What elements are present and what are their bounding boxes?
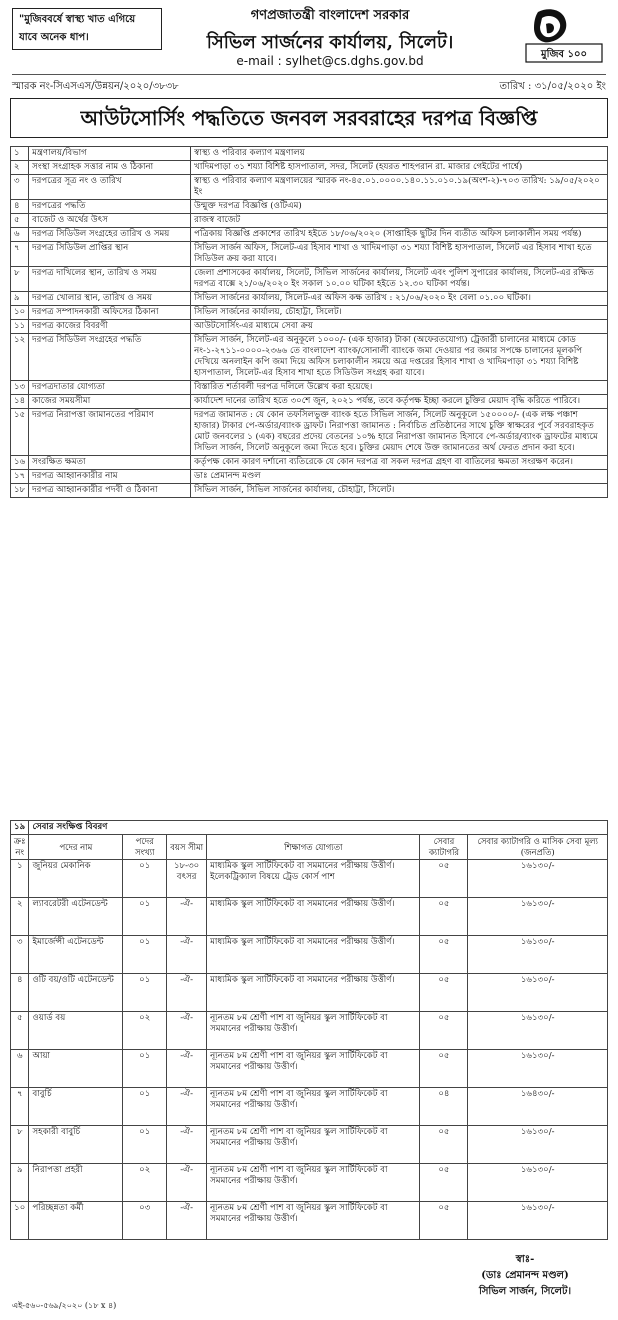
info-row-value: দরপত্র জামানত : যে কোন তফসিলভুক্ত ব্যাংক হতে সিভিল সার্জন, সিলেট অনুকূলে ১৫০০০০/- (এক লক্ষ পঞ্চাশ হাজার) টাকার পে-অর্ডার/ব্যাংক ড্রাফট। নিরাপত্তা জামানত : নির্বাচিত প্রতিষ্ঠানের সাথে চুক্তি স্বাক্ষরের পূর্বে সরবরাহকৃত মোট জনবলের ১ (এক) বছরের প্রদেয় বেতনের ১০% হারে নিরাপত্তা জামানত হিসাবে পে-অর্ডার/ব্যাংক ড্রাফটের মাধ্যমে সিভিল সার্জন, সিলেট অনুকূলে জমা দিতে হবে। চুক্তির মেয়াদ শেষে উক্ত জামানতের অর্থ ফেরত প্রদান করা হবে। (191, 409, 608, 456)
serial-cell: ১ (11, 860, 29, 898)
post-name-cell: বাবুর্চি (29, 1088, 123, 1126)
category-cell: ০৫ (420, 1164, 468, 1202)
service-header-cell: পদের নাম (29, 835, 123, 860)
info-row-value: কর্তৃপক্ষ কোন কারণ দর্শানো ব্যতিরেকে যে কোন দরপত্র বা সকল দরপত্র গ্রহণ বা বাতিলের ক্ষমতা সংরক্ষণ করেন। (191, 456, 608, 470)
info-row-label: দরপত্র সম্পাদনকারী অফিসের ঠিকানা (29, 306, 191, 320)
post-name-cell: ওয়ার্ড বয় (29, 1012, 123, 1050)
info-row-label: দরপত্র নিরাপত্তা জামানতের পরিমাণ (29, 409, 191, 456)
serial-cell: ৬ (11, 1050, 29, 1088)
age-limit-cell: -ঐ- (167, 1202, 207, 1240)
age-limit-cell: -ঐ- (167, 1164, 207, 1202)
info-row (11, 228, 608, 242)
info-row-label: দরপত্রদাতার যোগ্যতা (29, 381, 191, 395)
qualification-cell: মাধ্যমিক স্কুল সার্টিফিকেট বা সমমানের পরীক্ষায় উত্তীর্ণ। (207, 898, 420, 936)
info-row-label: দরপত্র আহ্বানকারীর নাম (29, 470, 191, 484)
info-row-label: দরপত্র আহ্বানকারীর পদবী ও ঠিকানা (29, 484, 191, 498)
serial-cell: ২ (11, 898, 29, 936)
post-count-cell: ০২ (123, 1164, 167, 1202)
info-row-label: মন্ত্রণালয়/বিভাগ (29, 147, 191, 161)
info-row-value: স্বাস্থ্য ও পরিবার কল্যাণ মন্ত্রণালয় (191, 147, 608, 161)
info-row-number: ১৫ (11, 409, 29, 456)
info-row-label: দরপত্রের সূত্র নং ও তারিখ (29, 175, 191, 200)
post-count-cell: ০১ (123, 1126, 167, 1164)
table-row (11, 1126, 608, 1164)
info-row-number: ১৮ (11, 484, 29, 498)
monthly-price-cell: ১৬১৩০/- (468, 936, 608, 974)
category-cell: ০৫ (420, 1202, 468, 1240)
category-cell: ০৪ (420, 1088, 468, 1126)
monthly-price-cell: ১৬১৩০/- (468, 1050, 608, 1088)
notice-title: আউটসোর্সিং পদ্ধতিতে জনবল সরবরাহের দরপত্র বিজ্ঞপ্তি (10, 98, 608, 138)
serial-cell: ৪ (11, 974, 29, 1012)
info-row-number: ৮ (11, 267, 29, 292)
info-row (11, 147, 608, 161)
info-row-label: দরপত্র সিডিউল প্রাপ্তির স্থান (29, 242, 191, 267)
info-row (11, 306, 608, 320)
info-row-number: ১৩ (11, 381, 29, 395)
signature-block (440, 1252, 610, 1300)
service-caption-row (11, 821, 608, 835)
category-cell: ০৫ (420, 936, 468, 974)
serial-cell: ৩ (11, 936, 29, 974)
table-row (11, 1202, 608, 1240)
info-row (11, 484, 608, 498)
post-count-cell: ০১ (123, 936, 167, 974)
info-row-value: সিভিল সার্জনের কার্যালয়, চৌহাট্টা, সিলেট। (191, 306, 608, 320)
service-caption-number: ১৯ (11, 821, 29, 835)
info-row (11, 409, 608, 456)
category-cell: ০৫ (420, 1012, 468, 1050)
info-row-label: দরপত্র সিডিউল সংগ্রহের তারিখ ও সময় (29, 228, 191, 242)
signatory-title: সিভিল সার্জন, সিলেট। (478, 1286, 572, 1297)
svg-text:মুজিব ১০০: মুজিব ১০০ (541, 49, 587, 60)
qualification-cell: মাধ্যমিক স্কুল সার্টিফিকেট বা সমমানের পরীক্ষায় উত্তীর্ণ। ইলেকট্রিক্যাল বিষয়ে ট্রেড কোর্স পাশ (207, 860, 420, 898)
monthly-price-cell: ১৬১৩০/- (468, 974, 608, 1012)
info-row-label: কাজের সময়সীমা (29, 395, 191, 409)
monthly-price-cell: ১৬১৩০/- (468, 860, 608, 898)
post-count-cell: ০১ (123, 1088, 167, 1126)
table-row (11, 1164, 608, 1202)
info-row (11, 175, 608, 200)
post-name-cell: আয়া (29, 1050, 123, 1088)
age-limit-cell: -ঐ- (167, 1012, 207, 1050)
qualification-cell: ন্যূনতম ৮ম শ্রেণী পাশ বা জুনিয়র স্কুল সার্টিফিকেট বা সমমানের পরীক্ষায় উত্তীর্ণ। (207, 1126, 420, 1164)
memo-number: স্মারক নং-সিএসএস/উন্নয়ন/২০২০/৩৮৩৮ (12, 81, 179, 92)
info-row (11, 161, 608, 175)
category-cell: ০৫ (420, 860, 468, 898)
info-row-number: ১১ (11, 320, 29, 334)
table-row (11, 1012, 608, 1050)
age-limit-cell: -ঐ- (167, 1126, 207, 1164)
post-name-cell: ল্যাবরেটরী এটেনডেন্ট (29, 898, 123, 936)
info-row (11, 381, 608, 395)
post-count-cell: ০১ (123, 1050, 167, 1088)
info-row-value: সিভিল সার্জনের কার্যালয়, সিলেট-এর অফিস কক্ষ তারিখ : ২১/০৬/২০২০ ইং বেলা ০১.০০ ঘটিকা। (191, 292, 608, 306)
info-row-value: স্বাস্থ্য ও পরিবার কল্যাণ মন্ত্রণালয়ের স্মারক নং-৪৫.০১.০০০০.১৪০.১১.০১০.১৯(অংশ-২)-৭০৩ তারিখ: ১৯/০৫/২০২০ ইং (191, 175, 608, 200)
info-row-label: দরপত্র খোলার স্থান, তারিখ ও সময় (29, 292, 191, 306)
serial-cell: ৯ (11, 1164, 29, 1202)
info-row (11, 214, 608, 228)
info-row-number: ১ (11, 147, 29, 161)
post-name-cell: ওটি বয়/ওটি এটেনডেন্ট (29, 974, 123, 1012)
post-count-cell: ০১ (123, 898, 167, 936)
info-row-number: ৭ (11, 242, 29, 267)
age-limit-cell: -ঐ- (167, 1088, 207, 1126)
post-count-cell: ০১ (123, 974, 167, 1012)
monthly-price-cell: ১৬১৩০/- (468, 1126, 608, 1164)
serial-cell: ৭ (11, 1088, 29, 1126)
info-row-value: সিভিল সার্জন, সিলেট-এর অনুকূলে ১০০০/- (এক হাজার) টাকা (অফেরতযোগ্য) ট্রেজারী চালানের মাধ্যমে কোড নং-১-২৭১১-০০০০-২৩৬৬ তে বাংলাদেশ ব্যাংক/সোনালী ব্যাংকে জমা দেওয়ার পর জমার সপক্ষে চালানের মূলকপি দেখিয়ে অনলাইন কপি জমা দিয়ে অফিস চলাকালীন সময়ে অত্র দপ্তরের হিসাব শাখা ও খাদিমপাড়া ৩১ শয্যা বিশিষ্ট হাসপাতাল, সিলেট-এর হিসাব শাখা হতে সিডিউল সংগ্রহ করা যাবে। (191, 334, 608, 381)
table-row (11, 860, 608, 898)
info-row-number: ১৬ (11, 456, 29, 470)
qualification-cell: ন্যূনতম ৮ম শ্রেণী পাশ বা জুনিয়র স্কুল সার্টিফিকেট বা সমমানের পরীক্ষায় উত্তীর্ণ। (207, 1050, 420, 1088)
info-row-label: বাজেট ও অর্থের উৎস (29, 214, 191, 228)
reference-line (12, 74, 606, 92)
info-row-label: সংরক্ষিত ক্ষমতা (29, 456, 191, 470)
info-row-number: ১৪ (11, 395, 29, 409)
info-row (11, 470, 608, 484)
table-row (11, 974, 608, 1012)
age-limit-cell: -ঐ- (167, 1050, 207, 1088)
monthly-price-cell: ১৬১৩০/- (468, 1012, 608, 1050)
service-header-cell: শিক্ষাগত যোগ্যতা (207, 835, 420, 860)
info-row-value: খাদিমপাড়া ৩১ শয্যা বিশিষ্ট হাসপাতাল, সদর, সিলেট (হযরত শাহপরান রা. মাজার গেইটের পার্শ্বে) (191, 161, 608, 175)
info-row-number: ২ (11, 161, 29, 175)
service-header-cell: সেবার ক্যাটাগরি (420, 835, 468, 860)
post-name-cell: জুনিয়র মেকানিক (29, 860, 123, 898)
monthly-price-cell: ১৬১৩০/- (468, 1202, 608, 1240)
government-title: গণপ্রজাতন্ত্রী বাংলাদেশ সরকার (250, 8, 410, 23)
info-row (11, 395, 608, 409)
info-row-value: রাজস্ব বাজেট (191, 214, 608, 228)
tender-info-table (10, 146, 608, 498)
serial-cell: ১০ (11, 1202, 29, 1240)
qualification-cell: ন্যূনতম ৮ম শ্রেণী পাশ বা জুনিয়র স্কুল সার্টিফিকেট বা সমমানের পরীক্ষায় উত্তীর্ণ। (207, 1164, 420, 1202)
category-cell: ০৫ (420, 1126, 468, 1164)
info-row (11, 200, 608, 214)
qualification-cell: ন্যূনতম ৮ম শ্রেণী পাশ বা জুনিয়র স্কুল সার্টিফিকেট বা সমমানের পরীক্ষায় উত্তীর্ণ। (207, 1202, 420, 1240)
info-row (11, 320, 608, 334)
info-row (11, 267, 608, 292)
info-row-label: দরপত্র কাজের বিবরণী (29, 320, 191, 334)
motto-box: "মুজিববর্ষে স্বাস্থ্য খাত এগিয়ে যাবে অনেক ধাপ। (12, 8, 162, 50)
age-limit-cell: -ঐ- (167, 936, 207, 974)
monthly-price-cell: ১৬৪৩০/- (468, 1088, 608, 1126)
office-title: সিভিল সার্জনের কার্যালয়, সিলেট। (206, 32, 454, 53)
service-header-cell: বয়স সীমা (167, 835, 207, 860)
post-count-cell: ০২ (123, 1012, 167, 1050)
info-row (11, 242, 608, 267)
memo-date: তারিখ : ৩১/০৫/২০২০ ইং (499, 81, 606, 92)
service-caption: সেবার সংক্ষিপ্ত বিবরণ (29, 821, 608, 835)
age-limit-cell: -ঐ- (167, 898, 207, 936)
service-header-cell: ক্রঃ নং (11, 835, 29, 860)
info-row-number: ১০ (11, 306, 29, 320)
serial-cell: ৫ (11, 1012, 29, 1050)
info-row-label: দরপত্র সিডিউল সংগ্রহের পদ্ধতি (29, 334, 191, 381)
qualification-cell: ন্যূনতম ৮ম শ্রেণী পাশ বা জুনিয়র স্কুল সার্টিফিকেট বা সমমানের পরীক্ষায় উত্তীর্ণ। (207, 1012, 420, 1050)
qualification-cell: মাধ্যমিক স্কুল সার্টিফিকেট বা সমমানের পরীক্ষায় উত্তীর্ণ। (207, 936, 420, 974)
service-header-cell: সেবার ক্যাটাগরি ও মাসিক সেবা মূল্য (জনপ্রতি) (468, 835, 608, 860)
info-row-value: আউটসোর্সিং-এর মাধ্যমে সেবা ক্রয় (191, 320, 608, 334)
post-count-cell: ০১ (123, 860, 167, 898)
serial-cell: ৮ (11, 1126, 29, 1164)
info-row-number: ৪ (11, 200, 29, 214)
post-name-cell: পরিচ্ছন্নতা কর্মী (29, 1202, 123, 1240)
info-row-value: সিভিল সার্জন, সিভিল সার্জনের কার্যালয়, চৌহাট্টা, সিলেট। (191, 484, 608, 498)
info-row-value: উন্মুক্ত দরপত্র বিজ্ঞপ্তি (ওটিএম) (191, 200, 608, 214)
info-row (11, 456, 608, 470)
info-row (11, 334, 608, 381)
monthly-price-cell: ১৬১৩০/- (468, 898, 608, 936)
post-count-cell: ০৩ (123, 1202, 167, 1240)
info-row (11, 292, 608, 306)
info-row-value: পত্রিকায় বিজ্ঞপ্তি প্রকাশের তারিখ হইতে ১৮/০৬/২০২০ (সাপ্তাহিক ছুটির দিন ব্যতীত অফিস চলাকালীন সময় পর্যন্ত) (191, 228, 608, 242)
info-row-number: ৬ (11, 228, 29, 242)
table-row (11, 1088, 608, 1126)
age-limit-cell: ১৮-৩০ বৎসর (167, 860, 207, 898)
mujib-100-logo-icon (520, 6, 608, 66)
office-email: e-mail : sylhet@cs.dghs.gov.bd (236, 54, 424, 68)
category-cell: ০৫ (420, 1050, 468, 1088)
footer-reference: এই-৫৬০-৫৬৯/২০২০ (১৮ x ৪) (12, 1301, 117, 1310)
service-header-row (11, 835, 608, 860)
post-name-cell: সহকারী বাবুর্চি (29, 1126, 123, 1164)
monthly-price-cell: ১৬১৩০/- (468, 1164, 608, 1202)
info-row-number: ৩ (11, 175, 29, 200)
info-row-value: বিস্তারিত শর্তাবলী দরপত্র দলিলে উল্লেখ করা হয়েছে। (191, 381, 608, 395)
table-row (11, 898, 608, 936)
category-cell: ০৫ (420, 974, 468, 1012)
service-header-cell: পদের সংখ্যা (123, 835, 167, 860)
qualification-cell: মাধ্যমিক স্কুল সার্টিফিকেট বা সমমানের পরীক্ষায় উত্তীর্ণ। (207, 974, 420, 1012)
info-row-label: দরপত্রের পদ্ধতি (29, 200, 191, 214)
table-row (11, 1050, 608, 1088)
qualification-cell: ন্যূনতম ৮ম শ্রেণী পাশ বা জুনিয়র স্কুল সার্টিফিকেট বা সমমানের পরীক্ষায় উত্তীর্ণ। (207, 1088, 420, 1126)
info-row-number: ৯ (11, 292, 29, 306)
info-row-value: সিভিল সার্জন অফিস, সিলেট-এর হিসাব শাখা ও খাদিমপাড়া ৩১ শয্যা বিশিষ্ট হাসপাতাল, সিলেট এর হিসাব শাখা হতে সিডিউল ক্রয় করা যাবে। (191, 242, 608, 267)
info-row-label: সংস্থা সংগ্রাহক সত্তার নাম ও ঠিকানা (29, 161, 191, 175)
post-name-cell: ইমার্জেন্সী এটেনডেন্ট (29, 936, 123, 974)
post-name-cell: নিরাপত্তা প্রহরী (29, 1164, 123, 1202)
info-row-number: ১২ (11, 334, 29, 381)
service-table (10, 820, 608, 1240)
signatory-name: (ডাঃ প্রেমানন্দ মণ্ডল) (481, 1270, 569, 1281)
info-row-number: ১৭ (11, 470, 29, 484)
info-row-value: ডাঃ প্রেমানন্দ মণ্ডল (191, 470, 608, 484)
signature-mark: স্বাঃ- (515, 1254, 535, 1265)
info-row-number: ৫ (11, 214, 29, 228)
info-row-label: দরপত্র দাখিলের স্থান, তারিখ ও সময় (29, 267, 191, 292)
info-row-value: কার্যাদেশ দানের তারিখ হতে ৩০শে জুন, ২০২১ পর্যন্ত, তবে কর্তৃপক্ষ ইচ্ছা করলে চুক্তির মেয়াদ বৃদ্ধি করিতে পারিবে। (191, 395, 608, 409)
table-row (11, 936, 608, 974)
category-cell: ০৫ (420, 898, 468, 936)
age-limit-cell: -ঐ- (167, 974, 207, 1012)
info-row-value: জেলা প্রশাসকের কার্যালয়, সিলেট, সিভিল সার্জনের কার্যালয়, সিলেট এবং পুলিশ সুপারের কার্যালয়, সিলেট-এর রক্ষিত দরপত্র বাক্সে ২১/০৬/২০২০ ইং সকাল ১০.০০ ঘটিকা হইতে ১২.৩০ ঘটিকা পর্যন্ত। (191, 267, 608, 292)
